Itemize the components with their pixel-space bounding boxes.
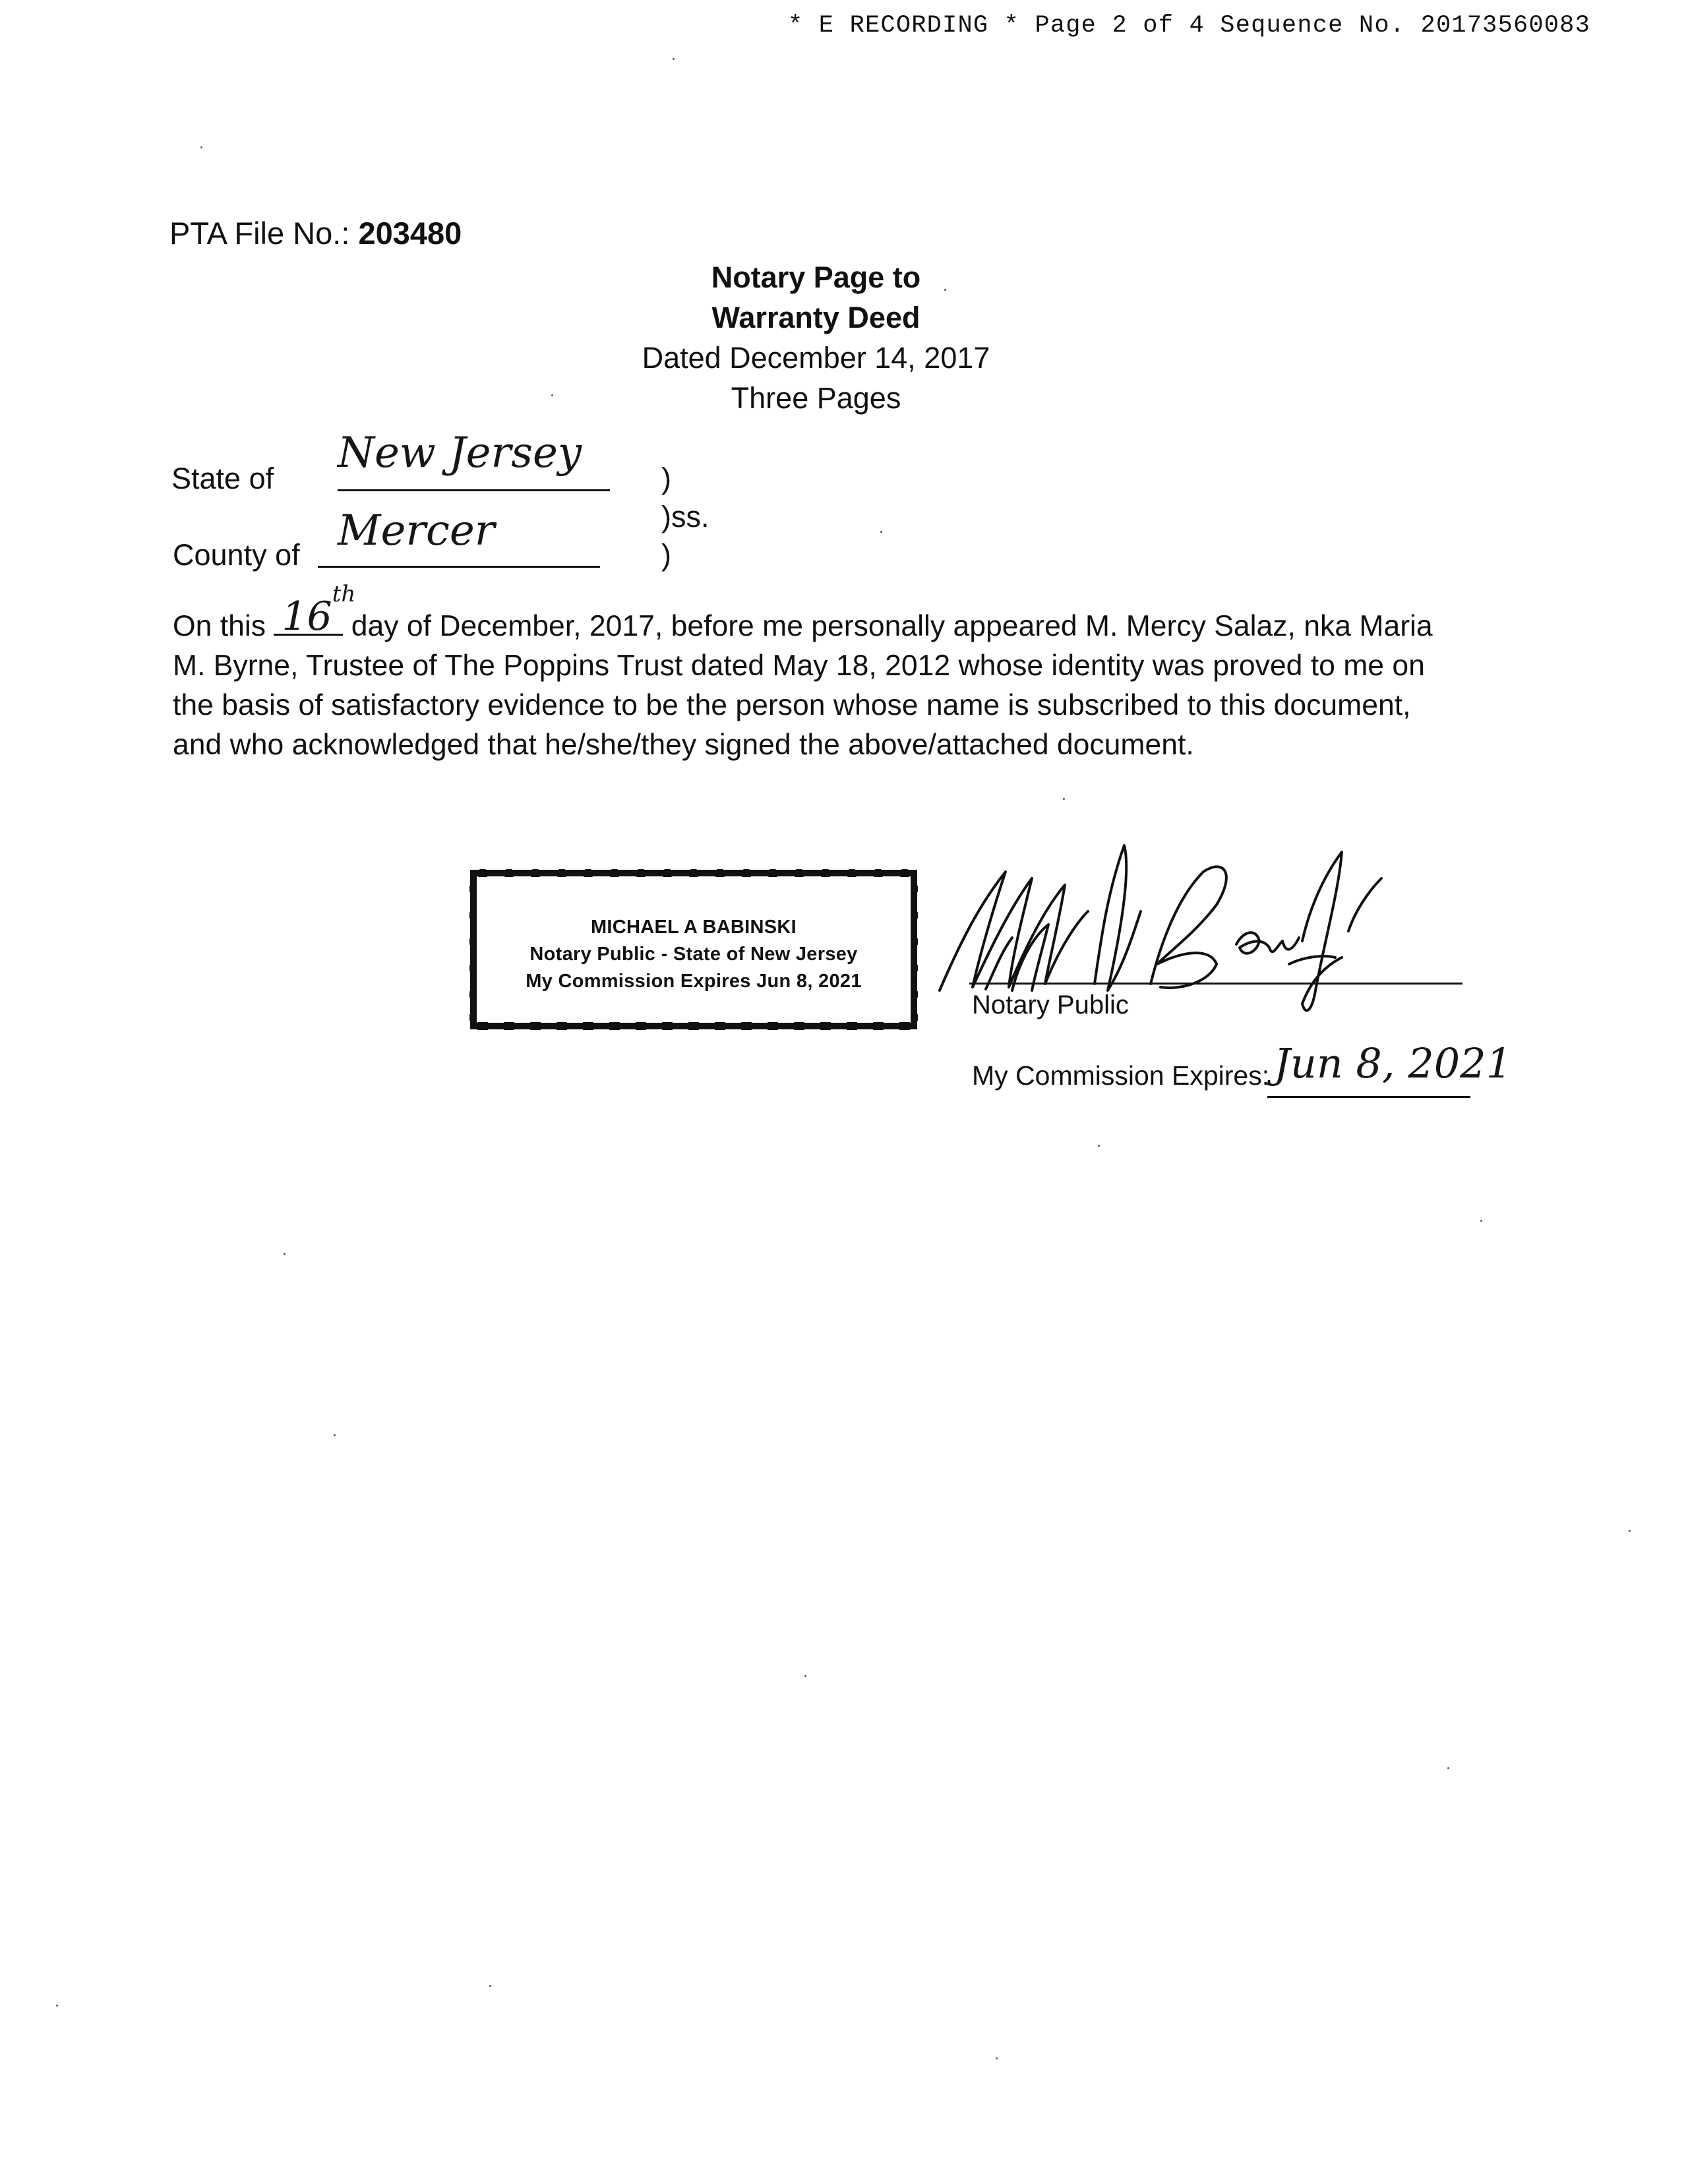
venue-paren-close: ) xyxy=(661,538,671,572)
acknowledgment-line-2: M. Byrne, Trustee of The Poppins Trust dated May 18, 2012 whose identity was proved to me on xyxy=(173,650,1425,682)
stamp-expiration: My Commission Expires Jun 8, 2021 xyxy=(526,971,862,992)
title-line-1: Notary Page to xyxy=(711,260,921,294)
scan-speck xyxy=(880,531,882,533)
stamp-notary-title: Notary Public - State of New Jersey xyxy=(529,944,858,965)
scan-speck xyxy=(551,394,553,396)
commission-expires xyxy=(972,1060,1269,1091)
scan-speck xyxy=(673,58,675,60)
stamp-notary-name: MICHAEL A BABINSKI xyxy=(590,917,797,938)
state-underline xyxy=(338,489,610,491)
county-label: County of xyxy=(173,538,300,572)
scan-speck xyxy=(1063,798,1065,800)
acknowledgment-line-1 xyxy=(173,581,1478,646)
commission-expires-handwritten: Jun 8, 2021 xyxy=(1274,1039,1513,1087)
scan-speck xyxy=(200,146,202,148)
acknowledgment-line-3: the basis of satisfactory evidence to be the person whose name is subscribed to this document, xyxy=(173,689,1411,721)
day-handwritten: 16th xyxy=(282,581,356,640)
title-line-4: Three Pages xyxy=(731,381,901,415)
commission-expires-underline xyxy=(1267,1096,1470,1098)
acknowledgment-paragraph xyxy=(173,581,1478,765)
notary-stamp xyxy=(469,869,918,1030)
scan-speck xyxy=(284,1253,286,1255)
scan-speck xyxy=(1447,1767,1449,1769)
scan-speck xyxy=(804,1675,806,1677)
scan-speck xyxy=(489,1985,491,1987)
scan-speck xyxy=(944,289,946,291)
scan-speck xyxy=(996,2057,998,2059)
scan-speck xyxy=(1098,1145,1100,1147)
venue-ss: )ss. xyxy=(661,500,709,533)
day-blank xyxy=(274,581,356,640)
state-handwritten-value: New Jersey xyxy=(338,429,582,477)
venue-paren-open: ) xyxy=(661,462,671,495)
on-this-text: On this xyxy=(173,610,266,642)
state-label: State of xyxy=(171,462,274,495)
county-handwritten-value: Mercer xyxy=(338,506,495,555)
commission-expires-label: My Commission Expires: xyxy=(972,1060,1270,1091)
acknowledgment-line-4: and who acknowledged that he/she/they signed the above/attached document. xyxy=(173,729,1194,761)
notary-public-label: Notary Public xyxy=(972,990,1129,1019)
recording-header: * E RECORDING * Page 2 of 4 Sequence No. 20173560083 xyxy=(788,12,1590,40)
signature-line xyxy=(969,983,1462,985)
file-number xyxy=(169,215,462,251)
scan-speck xyxy=(56,2005,58,2007)
county-underline xyxy=(318,566,600,568)
file-number-label: PTA File No.: xyxy=(169,216,350,251)
title-line-2: Warranty Deed xyxy=(711,301,920,334)
stamp-text xyxy=(469,914,918,995)
scan-speck xyxy=(1629,1530,1631,1532)
scan-speck xyxy=(334,1434,336,1436)
document-title xyxy=(0,257,1632,418)
acknowledgment-line-1-rest: day of December, 2017, before me personally appeared M. Mercy Salaz, nka Maria xyxy=(351,610,1433,642)
scan-speck xyxy=(1480,1220,1482,1222)
file-number-value: 203480 xyxy=(358,216,462,251)
title-line-3: Dated December 14, 2017 xyxy=(642,341,990,375)
